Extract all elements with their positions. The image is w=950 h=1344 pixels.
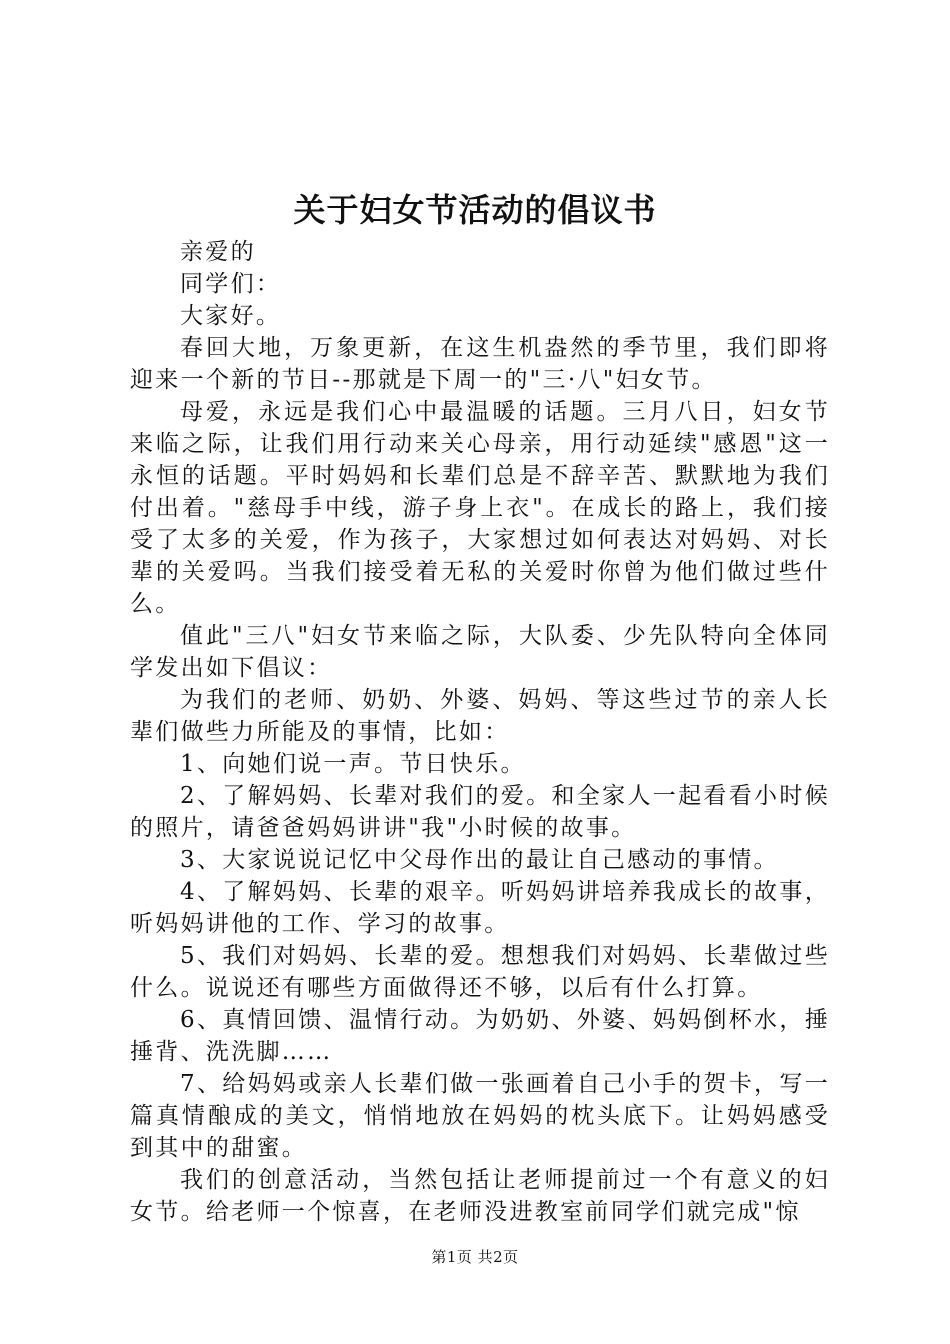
list-item-2: 2、了解妈妈、长辈对我们的爱。和全家人一起看看小时候的照片，请爸爸妈妈讲讲"我"小时候的故事。	[130, 783, 830, 841]
document-body	[130, 236, 830, 1228]
list-item-4: 4、了解妈妈、长辈的艰辛。听妈妈讲培养我成长的故事，听妈妈讲他的工作、学习的故事。	[130, 879, 830, 937]
paragraph-greeting: 大家好。	[180, 303, 282, 329]
list-item-1: 1、向她们说一声。节日快乐。	[180, 751, 526, 777]
page-footer	[0, 1247, 950, 1267]
page-number: 第1页	[431, 1248, 473, 1266]
list-item-5: 5、我们对妈妈、长辈的爱。想想我们对妈妈、长辈做过些什么。说说还有哪些方面做得还不够，以后有什么打算。	[130, 943, 830, 1001]
page-total: 共2页	[477, 1248, 519, 1266]
document-title: 关于妇女节活动的倡议书	[293, 191, 657, 229]
paragraph-creative-activity: 我们的创意活动，当然包括让老师提前过一个有意义的妇女节。给老师一个惊喜，在老师没进教室前同学们就完成"惊	[130, 1167, 830, 1225]
paragraph-intro: 春回大地，万象更新，在这生机盎然的季节里，我们即将迎来一个新的节日--那就是下周一的"三·八"妇女节。	[130, 335, 830, 393]
paragraph-mother-love: 母爱，永远是我们心中最温暖的话题。三月八日，妇女节来临之际，让我们用行动来关心母亲，用行动延续"感恩"这一永恒的话题。平时妈妈和长辈们总是不辞辛苦、默默地为我们付出着。"慈母手中线，游子身上衣"。在成长的路上，我们接受了太多的关爱，作为孩子，大家想过如何表达对妈妈、对长辈的关爱吗。当我们接受着无私的关爱时你曾为他们做过些什么。	[130, 399, 830, 617]
paragraph-proposal-lead: 为我们的老师、奶奶、外婆、妈妈、等这些过节的亲人长辈们做些力所能及的事情，比如：	[130, 687, 830, 745]
paragraph-salutation-1: 亲爱的	[180, 239, 256, 265]
list-item-3: 3、大家说说记忆中父母作出的最让自己感动的事情。	[180, 847, 779, 873]
list-item-7: 7、给妈妈或亲人长辈们做一张画着自己小手的贺卡，写一篇真情酿成的美文，悄悄地放在妈妈的枕头底下。让妈妈感受到其中的甜蜜。	[130, 1071, 830, 1161]
list-item-6: 6、真情回馈、温情行动。为奶奶、外婆、妈妈倒杯水，捶捶背、洗洗脚……	[130, 1007, 830, 1065]
paragraph-salutation-2: 同学们：	[180, 271, 282, 297]
paragraph-proposal-intro: 值此"三八"妇女节来临之际，大队委、少先队特向全体同学发出如下倡议：	[130, 623, 830, 681]
